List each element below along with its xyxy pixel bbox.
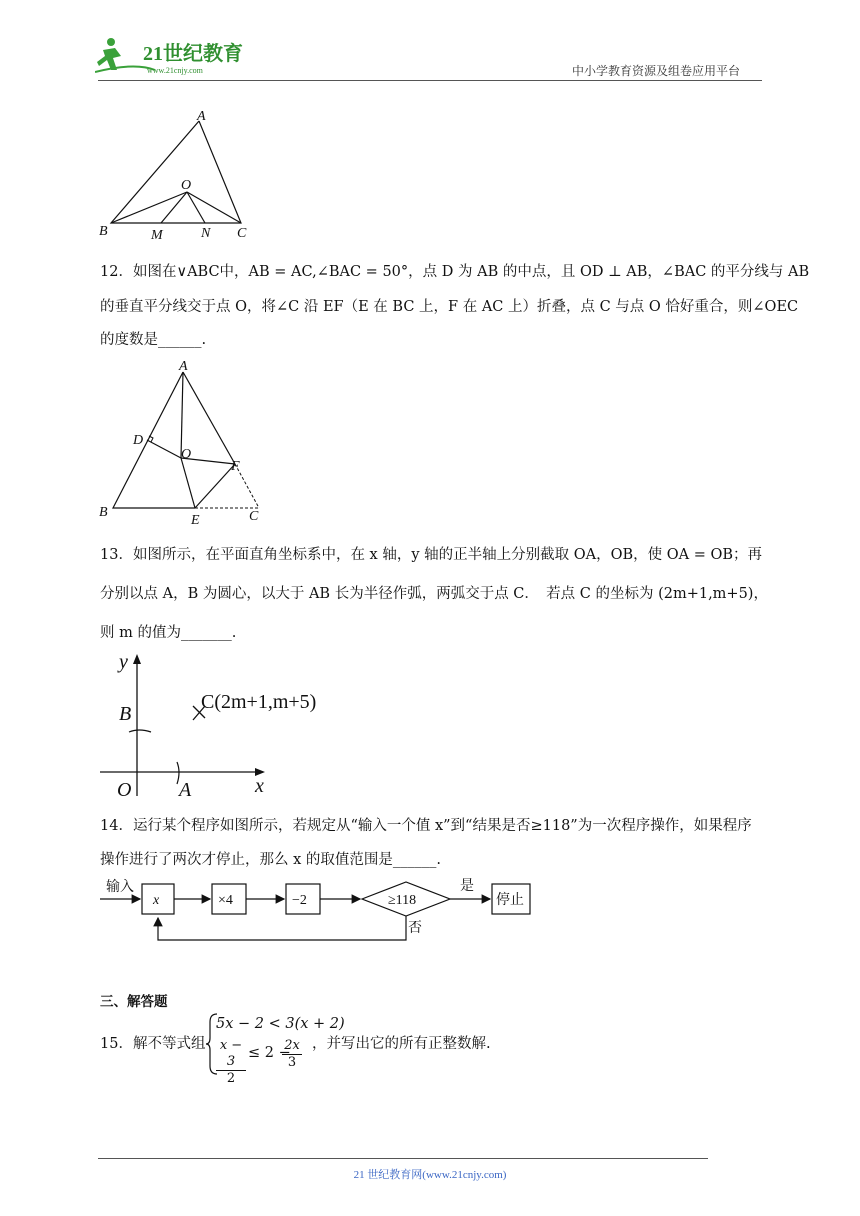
label-O: O: [181, 178, 192, 193]
flow-box-multiply-text: ×4: [218, 893, 233, 908]
program-flowchart: [98, 872, 538, 946]
flow-box-subtract-text: −2: [292, 893, 307, 908]
label-C: C: [237, 226, 247, 241]
q13-line2: 分别以点 A，B 为圆心，以大于 AB 长为半径作弧，两弧交于点 C． 若点 C 的坐标为 (2m+1,m+5)，: [100, 586, 768, 602]
q12-line2: 的垂直平分线交于点 O，将∠C 沿 EF（E 在 BC 上，F 在 AC 上）折叠，点 C 与点 O 恰好重合，则∠OEC: [100, 299, 799, 315]
q15-frac2-den: 3: [287, 1055, 297, 1070]
label-A: A: [179, 360, 188, 374]
footer-text: 21 世纪教育网(www.21cnjy.com): [353, 1169, 507, 1181]
flow-input-label: 输入: [106, 880, 134, 895]
triangle-figure-11: [95, 105, 265, 245]
label-C: C: [249, 509, 259, 524]
q13-line1: 13．如图所示，在平面直角坐标系中，在 x 轴，y 轴的正半轴上分别截取 OA，OB，使 OA = OB；再: [100, 547, 763, 563]
section-title: 三、解答题: [100, 994, 168, 1010]
q12-line3: 的度数是______.: [100, 332, 207, 348]
label-B: B: [119, 703, 132, 725]
label-O: O: [181, 447, 192, 462]
x-axis-label: x: [255, 775, 264, 797]
label-D: D: [133, 433, 144, 448]
header-rule: [98, 80, 762, 81]
header-platform-text: 中小学教育资源及组卷应用平台: [572, 64, 741, 78]
label-A: A: [179, 779, 192, 800]
label-N: N: [201, 226, 211, 241]
coordinate-figure-13: [95, 650, 355, 800]
flow-no-label: 否: [408, 921, 422, 936]
q15-fraction-2: [282, 1038, 302, 1071]
label-M: M: [151, 228, 163, 243]
label-F: F: [231, 459, 240, 474]
q12-line1: 12．如图在∨ABC中，AB = AC,∠BAC = 50°，点 D 为 AB 的中点，且 OD ⊥ AB，∠BAC 的平分线与 AB: [100, 264, 810, 280]
q13-line3: 则 m 的值为_______.: [100, 625, 237, 641]
q15-middle: ≤ 2 −: [248, 1045, 291, 1061]
label-E: E: [191, 513, 200, 528]
logo-url: www.21cnjy.com: [147, 66, 203, 75]
y-axis-label: y: [119, 651, 128, 673]
triangle-figure-12: [95, 360, 275, 530]
flow-yes-label: 是: [460, 879, 474, 894]
q14-line1: 14．运行某个程序如图所示，若规定从“输入一个值 x”到“结果是否≥118”为一次程序操作，如果程序: [100, 818, 752, 834]
flow-stop-text: 停止: [496, 893, 524, 908]
site-logo: [95, 36, 255, 78]
label-O: O: [117, 779, 132, 800]
q15-frac1-den: 2: [226, 1071, 236, 1086]
q15-frac2-num: 2x: [282, 1038, 302, 1055]
q15-suffix: ，并写出它的所有正整数解.: [312, 1036, 491, 1052]
q15-fraction-1: [216, 1038, 246, 1087]
label-B: B: [99, 505, 108, 520]
label-A: A: [197, 109, 206, 124]
q15-inequality-1: 5x − 2 < 3(x + 2): [216, 1016, 345, 1032]
q14-line2: 操作进行了两次才停止，那么 x 的取值范围是______.: [100, 852, 442, 868]
label-C: C(2m+1,m+5): [201, 691, 317, 713]
flow-box-x-text: x: [153, 893, 160, 908]
flow-decision-text: ≥118: [388, 893, 417, 908]
label-B: B: [99, 224, 108, 239]
q15-prefix: 15．解不等式组: [100, 1036, 206, 1052]
footer-rule: [98, 1158, 708, 1159]
logo-text: 21世纪教育: [143, 43, 243, 65]
q15-frac1-num: x − 3: [216, 1038, 246, 1071]
